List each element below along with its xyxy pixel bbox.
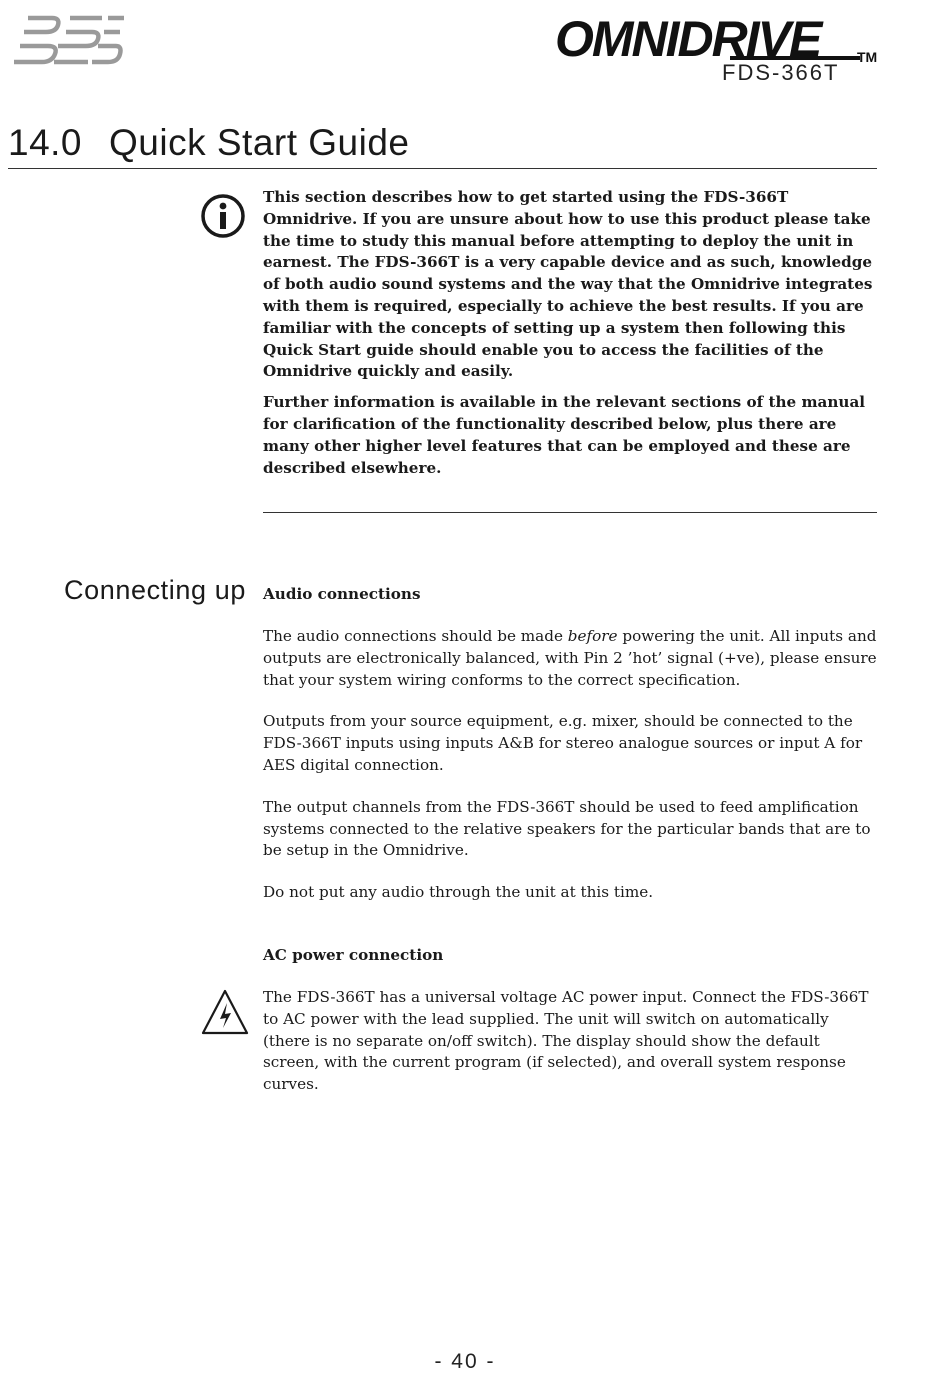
body-paragraph: Do not put any audio through the unit at this time. [263,883,654,902]
omnidrive-logo [555,8,880,68]
body-paragraph: The output channels from the FDS-366T should be used to feed amplification systems connected to the relative speakers for the particular bands that are to be setup in the Omnidrive. [263,797,871,860]
title-divider [8,168,877,169]
intro-text [263,187,877,488]
emphasis-before: before [567,627,618,645]
body-paragraph: The FDS-366T has a universal voltage AC power input. Connect the FDS-366T to AC power with the lead supplied. The unit will switch on automatically (there is no separate on/off switch). The display should show the default screen, with the current program (if selected), and overall system response curves. [263,988,869,1094]
page-number: - 40 - [434,1350,496,1373]
high-voltage-warning-icon [200,988,250,1036]
trademark-mark: TM [857,49,878,65]
section-title-text: Quick Start Guide [109,122,410,163]
audio-connections-heading: Audio connections [263,585,421,603]
body-paragraph: The audio connections should be made before powering the unit. All inputs and outputs are electronically balanced, with Pin 2 ’hot’ signal (+ve), please ensure that your system wiring conforms to the correct specification. [263,627,877,689]
intro-paragraph: This section describes how to get started using the FDS-366T Omnidrive. If you are unsure about how to use this product please take the time to study this manual before attempting to deploy the unit in earnest. The FDS-366T is a very capable device and as such, knowledge of both audio sound systems and the way that the Omnidrive integrates with them is required, especially to achieve the best results. If you are familiar with the concepts of setting up a system then following this Quick Start guide should enable you to access the facilities of the Omnidrive quickly and easily. [263,188,873,381]
body-paragraph: Outputs from your source equipment, e.g. mixer, should be connected to the FDS-366T inputs using inputs A&B for stereo analogue sources or input A for AES digital connection. [263,712,863,774]
info-icon [200,193,246,239]
bss-logo [8,12,126,66]
ac-power-body [263,987,877,1116]
side-heading-connecting-up: Connecting up [64,575,246,605]
audio-connections-body [263,626,877,924]
intro-paragraph: Further information is available in the relevant sections of the manual for clarification of the functionality described below, plus there are many other higher level features that can be employed and these are described elsewhere. [263,393,866,477]
section-divider [263,512,877,513]
ac-power-heading: AC power connection [263,946,444,964]
model-number: FDS-366T [722,60,840,85]
section-number: 14.0 [8,122,83,163]
omnidrive-logo-text: OMNIDRIVE [555,11,821,67]
page-title [8,122,410,164]
